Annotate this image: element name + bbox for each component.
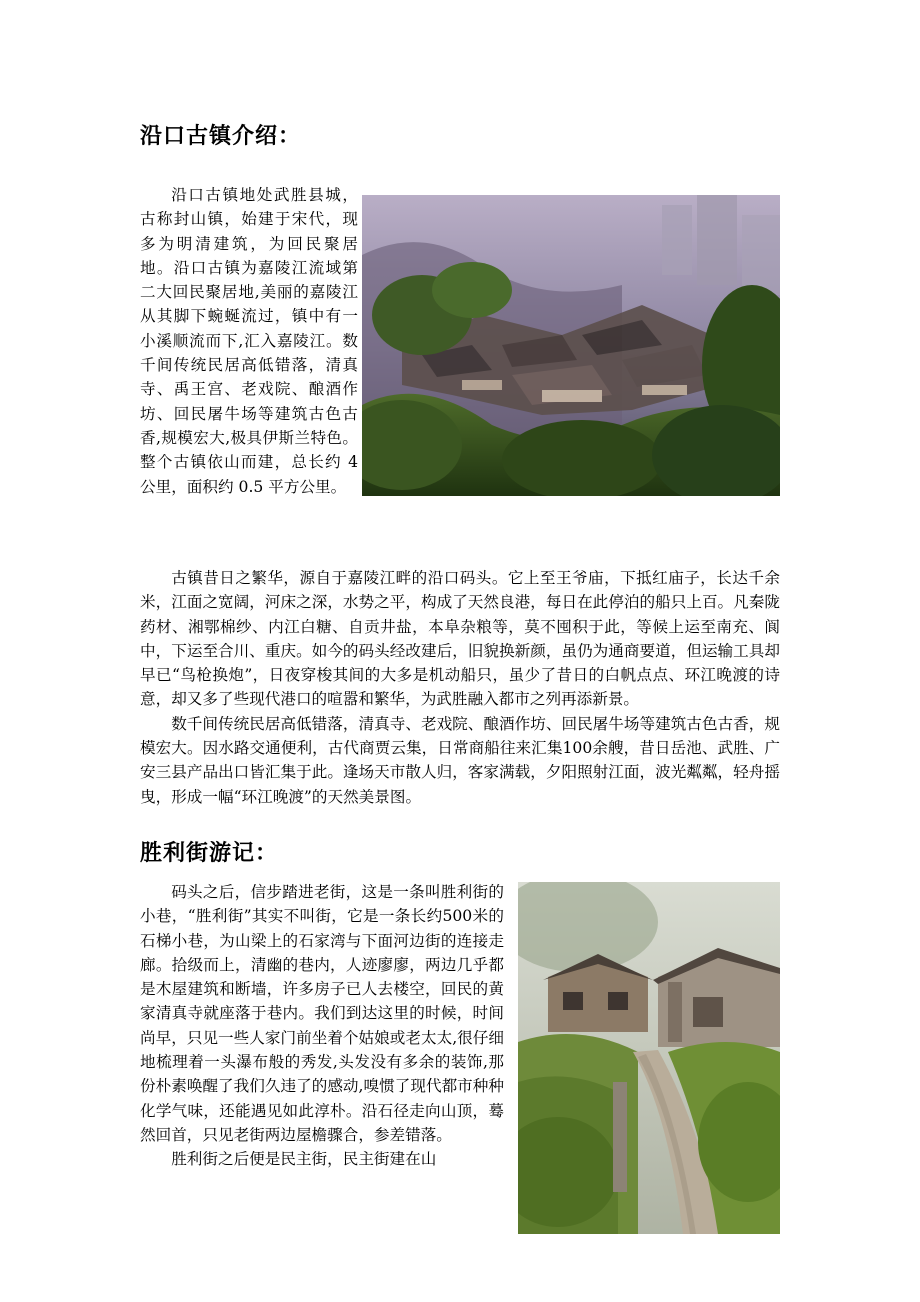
street-paragraph-text: 码头之后，信步踏进老街，这是一条叫胜利街的小巷，“胜利街”其实不叫街，它是一条长约500米的石梯小巷，为山梁上的石家湾与下面河边街的连接走廊。拾级而上，清幽的巷内，人迹廖廖，两边几乎都是木屋建筑和断墙，许多房子已人去楼空，回民的黄家清真寺就座落于巷内。我们到达这里的时候，时间尚早，只见一些人家门前坐着个姑娘或老太太,很仔细地梳理着一头瀑布般的秀发,头发没有多余的装饰,那份朴素唤醒了我们久违了的感动,嗅惯了现代都市种种化学气味，还能遇见如此淳朴。沿石径走向山顶，蓦然回首，只见老街两边屋檐骤合，参差错落。 <box>140 883 504 1144</box>
section-yankou-history <box>140 566 780 809</box>
intro-paragraph: 沿口古镇地处武胜县城，古称封山镇，始建于宋代，现多为明清建筑，为回民聚居地。沿口古镇为嘉陵江流域第二大回民聚居地,美丽的嘉陵江从其脚下蜿蜒流过，镇中有一小溪顺流而下,汇入嘉陵江。数千间传统民居高低错落，清真寺、禹王宫、老戏院、酿酒作坊、回民屠牛场等建筑古色古香,规模宏大,极具伊斯兰特色。整个古镇依山而建，总长约 4 公里，面积约 0.5 平方公里。 <box>140 186 358 496</box>
section-yankou-intro <box>140 183 780 500</box>
scenery-paragraph: 数千间传统民居高低错落，清真寺、老戏院、酿酒作坊、回民屠牛场等建筑古色古香，规模宏大。因水路交通便利，古代商贾云集，日常商船往来汇集100余艘，昔日岳池、武胜、广安三县产品出口皆汇集于此。逢场天市散人归，客家满载，夕阳照射江面，波光粼粼，轻舟摇曳，形成一幅“环江晚渡”的天然美景图。 <box>140 714 780 806</box>
history-paragraph: 古镇昔日之繁华，源自于嘉陵江畔的沿口码头。它上至王爷庙，下抵红庙子，长达千余米，江面之宽阔，河床之深，水势之平，构成了天然良港，每日在此停泊的船只上百。凡秦陇药材、湘鄂棉纱、内江白糖、自贡井盐，本阜杂粮等，莫不囤积于此，等候上运至南充、阆中，下运至合川、重庆。如今的码头经改建后，旧貌换新颜，虽仍为通商要道，但运输工具却早已“鸟枪换炮”，日夜穿梭其间的大多是机动船只，虽少了昔日的白帆点点、环江晚渡的诗意，却又多了些现代港口的喧嚣和繁华，为武胜融入都市之列再添新景。 <box>140 569 780 709</box>
old-street-photo <box>518 882 780 1234</box>
street-paragraph-lead <box>140 880 780 1147</box>
section-heading-shengli: 胜利街游记： <box>140 841 279 866</box>
section-heading-yankou: 沿口古镇介绍： <box>140 124 302 149</box>
minzhu-street-paragraph: 胜利街之后便是民主街，民主街建在山 <box>171 1150 437 1169</box>
section-shengli-street <box>140 880 780 1234</box>
ancient-town-photo <box>362 195 780 496</box>
